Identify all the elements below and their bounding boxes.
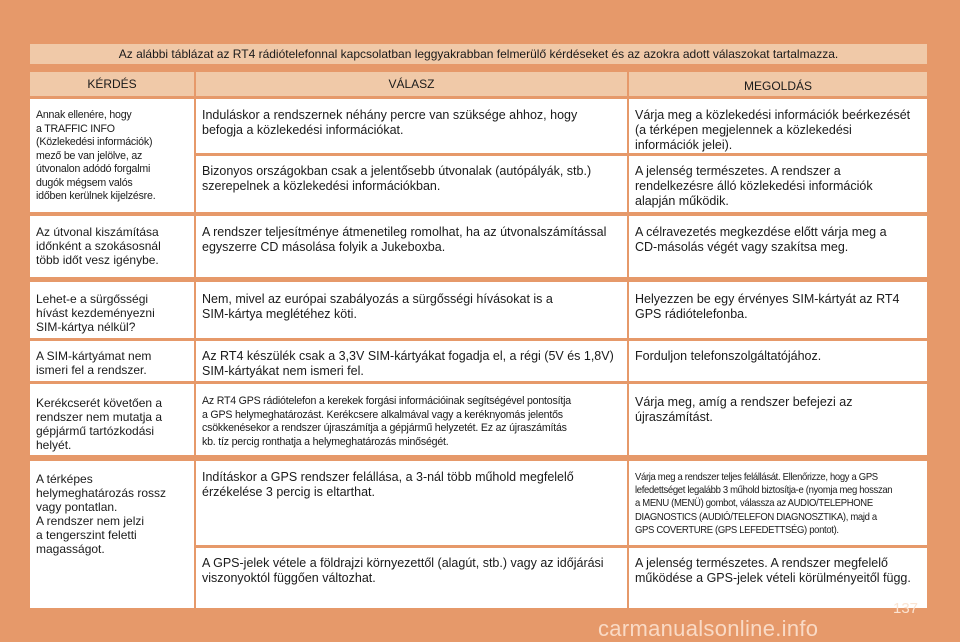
- solution-text: A jelenség természetes. A rendszer megfelelő működése a GPS-jelek vételi körülményeitől függ.: [635, 556, 911, 585]
- row-3-question: [30, 282, 194, 338]
- solution-text: A jelenség természetes. A rendszer a rendelkezésre álló közlekedési információk alapján működik.: [635, 164, 873, 208]
- row-4-question: [30, 341, 194, 381]
- question-text: Az útvonal kiszámítása időnként a szokásosnál több időt vesz igénybe.: [36, 225, 161, 267]
- row-4-answer: [196, 341, 627, 381]
- row-1a-solution: [629, 99, 927, 153]
- row-6-question: [30, 461, 194, 608]
- row-3-answer: [196, 282, 627, 338]
- row-1-question: [30, 99, 194, 212]
- row-1b-answer: [196, 156, 627, 212]
- solution-text: Várja meg, amíg a rendszer befejezi az újraszámítást.: [635, 395, 853, 424]
- solution-text: A célravezetés megkezdése előtt várja meg a CD-másolás végét vagy szakítsa meg.: [635, 225, 887, 254]
- question-text: Kerékcserét követően a rendszer nem mutatja a gépjármű tartózkodási helyét.: [36, 396, 163, 452]
- header-solution: MEGOLDÁS: [629, 72, 927, 96]
- header-answer: VÁLASZ: [196, 72, 627, 96]
- answer-text: Induláskor a rendszernek néhány percre van szüksége ahhoz, hogy befogja a közlekedési információkat.: [202, 108, 578, 137]
- row-2-answer: [196, 216, 627, 277]
- row-3-solution: [629, 282, 927, 338]
- question-text: Annak ellenére, hogy a TRAFFIC INFO (Közlekedési információk) mező be van jelölve, az útvonalon adódó forgalmi dugók mégsem valós időben kerülnek kijelzésre.: [36, 109, 156, 202]
- watermark: carmanualsonline.info: [598, 616, 819, 641]
- row-1a-answer: [196, 99, 627, 153]
- row-5-answer: [196, 384, 627, 455]
- header-question: KÉRDÉS: [30, 72, 194, 96]
- question-text: A térképes helymeghatározás rossz vagy pontatlan. A rendszer nem jelzi a tengerszint feletti magasságot.: [36, 472, 167, 556]
- row-2-question: [30, 216, 194, 277]
- answer-text: Az RT4 készülék csak a 3,3V SIM-kártyákat fogadja el, a régi (5V és 1,8V) SIM-kártyákat nem ismeri fel.: [202, 349, 614, 378]
- row-5-solution: [629, 384, 927, 455]
- page-number: 137: [893, 600, 919, 617]
- solution-text: Várja meg a rendszer teljes felállását. Ellenőrizze, hogy a GPS lefedettséget legalább 3 műhold biztosítja-e (nyomja meg hosszan a MENU (MENÜ) gombot, válassza az AUDIO/TELEPHONE DIAGNOSTICS (AUDIÓ/TELEFON DIAGNOSZTIKA), majd a GPS COVERTURE (GPS LEFEDETTSÉG) pontot).: [635, 472, 893, 536]
- row-4-solution: [629, 341, 927, 381]
- question-text: A SIM-kártyámat nem ismeri fel a rendszer.: [36, 349, 152, 377]
- intro-banner: Az alábbi táblázat az RT4 rádiótelefonnal kapcsolatban leggyakrabban felmerülő kérdéseket és az azokra adott válaszokat tartalmazza.: [30, 44, 927, 64]
- row-6a-solution: [629, 461, 927, 545]
- row-2-solution: [629, 216, 927, 277]
- answer-text: Indításkor a GPS rendszer felállása, a 3-nál több műhold megfelelő érzékelése 3 percig is eltarthat.: [202, 470, 574, 499]
- row-6a-answer: [196, 461, 627, 545]
- row-5-question: [30, 384, 194, 455]
- row-1b-solution: [629, 156, 927, 212]
- answer-text: A rendszer teljesítménye átmenetileg romolhat, ha az útvonalszámítással egyszerre CD másolása folyik a Jukeboxba.: [202, 225, 607, 254]
- answer-text: Nem, mivel az európai szabályozás a sürgősségi hívásokat is a SIM-kártya meglétéhez köti.: [202, 292, 553, 321]
- row-6b-solution: [629, 548, 927, 608]
- answer-text: Az RT4 GPS rádiótelefon a kerekek forgási információinak segítségével pontosítja a GPS helymeghatározást. Kerékcsere alkalmával vagy a keréknyomás jelentős csökkenésekor a rendszer újraszámítja a gépjármű helyzetét. Ez az újraszámítás kb. tíz percig ronthatja a helymeghatározás minőségét.: [202, 395, 571, 448]
- answer-text: Bizonyos országokban csak a jelentősebb útvonalak (autópályák, stb.) szerepelnek a közlekedési információkban.: [202, 164, 592, 193]
- row-6b-answer: [196, 548, 627, 608]
- solution-text: Helyezzen be egy érvényes SIM-kártyát az RT4 GPS rádiótelefonba.: [635, 292, 900, 321]
- question-text: Lehet-e a sürgősségi hívást kezdeményezni SIM-kártya nélkül?: [36, 292, 155, 334]
- solution-text: Várja meg a közlekedési információk beérkezését (a térképen megjelennek a közlekedési információk jelei).: [635, 108, 911, 152]
- solution-text: Forduljon telefonszolgáltatójához.: [635, 349, 822, 363]
- answer-text: A GPS-jelek vétele a földrajzi környezettől (alagút, stb.) vagy az időjárási viszonyoktól függően változhat.: [202, 556, 604, 585]
